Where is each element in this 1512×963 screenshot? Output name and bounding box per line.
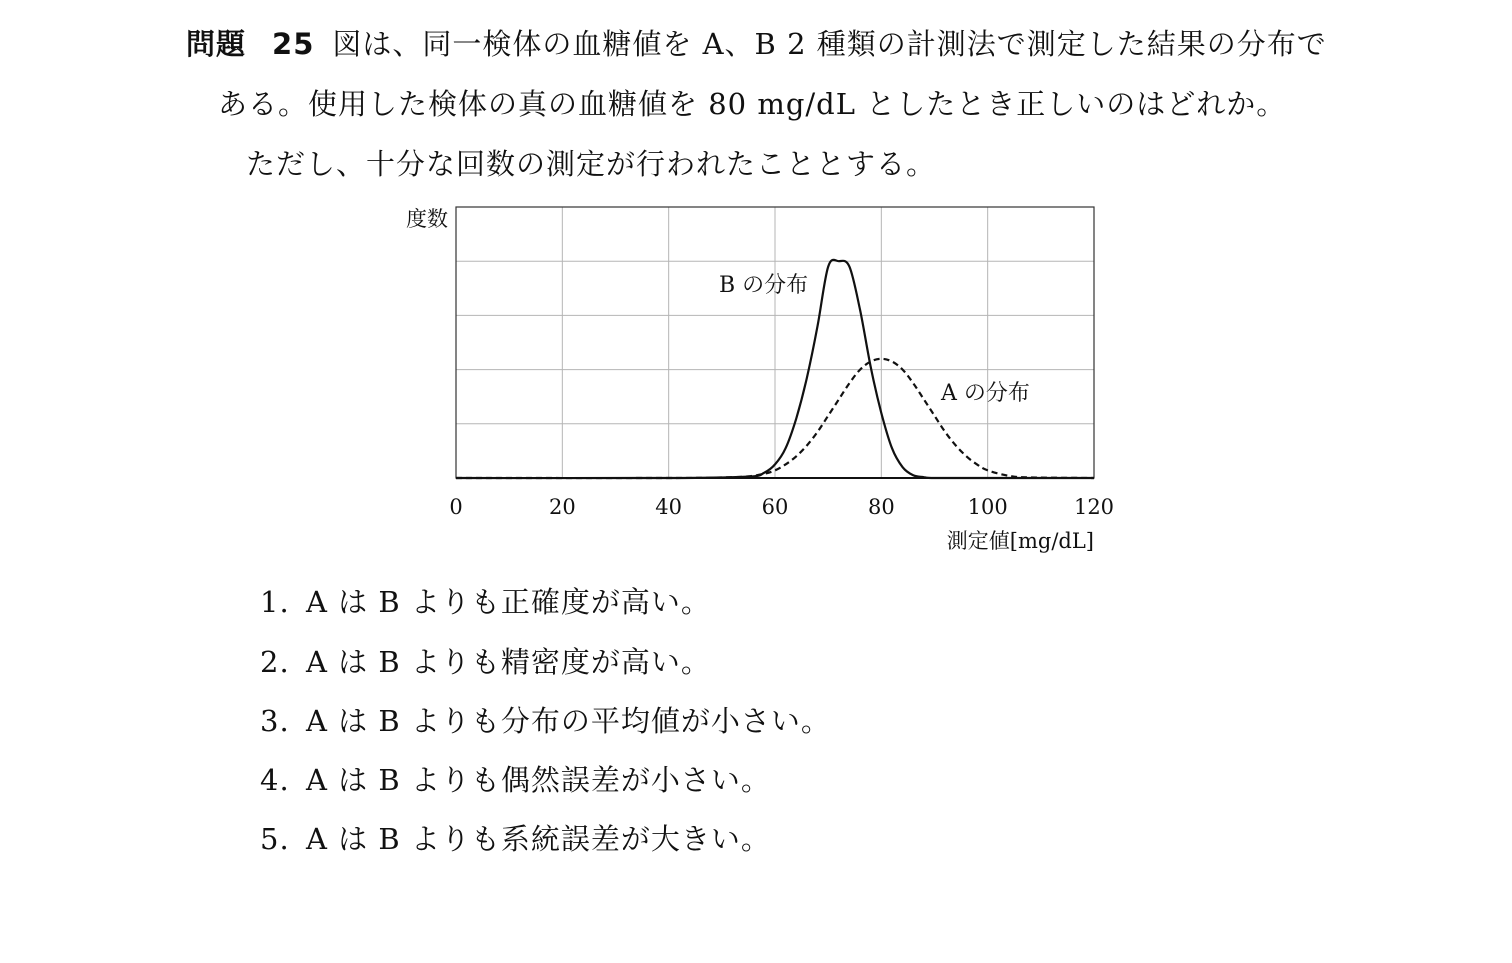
option-2-text: A は B よりも精密度が高い。 xyxy=(306,645,711,679)
option-1[interactable] xyxy=(260,580,711,621)
y-axis-label: 度数 xyxy=(406,207,448,231)
option-2[interactable] xyxy=(260,640,711,681)
option-4[interactable] xyxy=(260,758,771,799)
option-4-number: 4. xyxy=(260,763,290,797)
option-5-text: A は B よりも系統誤差が大きい。 xyxy=(306,822,771,856)
option-5-number: 5. xyxy=(260,822,290,856)
x-axis-label: 測定値[mg/dL] xyxy=(946,529,1094,553)
x-tick-label: 60 xyxy=(761,495,789,519)
chart-grid xyxy=(456,207,1094,478)
x-tick-label: 100 xyxy=(967,495,1008,519)
x-tick-label: 120 xyxy=(1073,495,1115,519)
series-label-a: A の分布 xyxy=(941,381,1030,406)
question-line-3: ただし、十分な回数の測定が行われたこととする。 xyxy=(246,147,937,181)
option-3[interactable] xyxy=(260,699,831,740)
option-1-text: A は B よりも正確度が高い。 xyxy=(306,585,711,619)
option-3-text: A は B よりも分布の平均値が小さい。 xyxy=(306,704,831,738)
x-tick-label: 20 xyxy=(548,495,576,519)
option-3-number: 3. xyxy=(260,704,290,738)
option-4-text: A は B よりも偶然誤差が小さい。 xyxy=(306,763,771,797)
x-tick-label: 0 xyxy=(449,495,463,519)
option-1-number: 1. xyxy=(260,585,290,619)
option-5[interactable] xyxy=(260,817,771,858)
question-label: 問題 xyxy=(186,27,247,61)
option-2-number: 2. xyxy=(260,645,290,679)
question-number: 25 xyxy=(272,27,315,61)
question-text-1: 図は、同一検体の血糖値を A、B 2 種類の計測法で測定した結果の分布で xyxy=(332,27,1327,61)
question-line-2: ある。使用した検体の真の血糖値を 80 mg/dL としたとき正しいのはどれか。 xyxy=(218,87,1287,121)
distribution-chart xyxy=(380,196,1140,566)
x-tick-labels xyxy=(449,495,1114,519)
x-tick-label: 80 xyxy=(867,495,895,519)
question-line-1 xyxy=(186,22,1327,63)
x-tick-label: 40 xyxy=(655,495,683,519)
series-label-b: B の分布 xyxy=(719,273,809,298)
